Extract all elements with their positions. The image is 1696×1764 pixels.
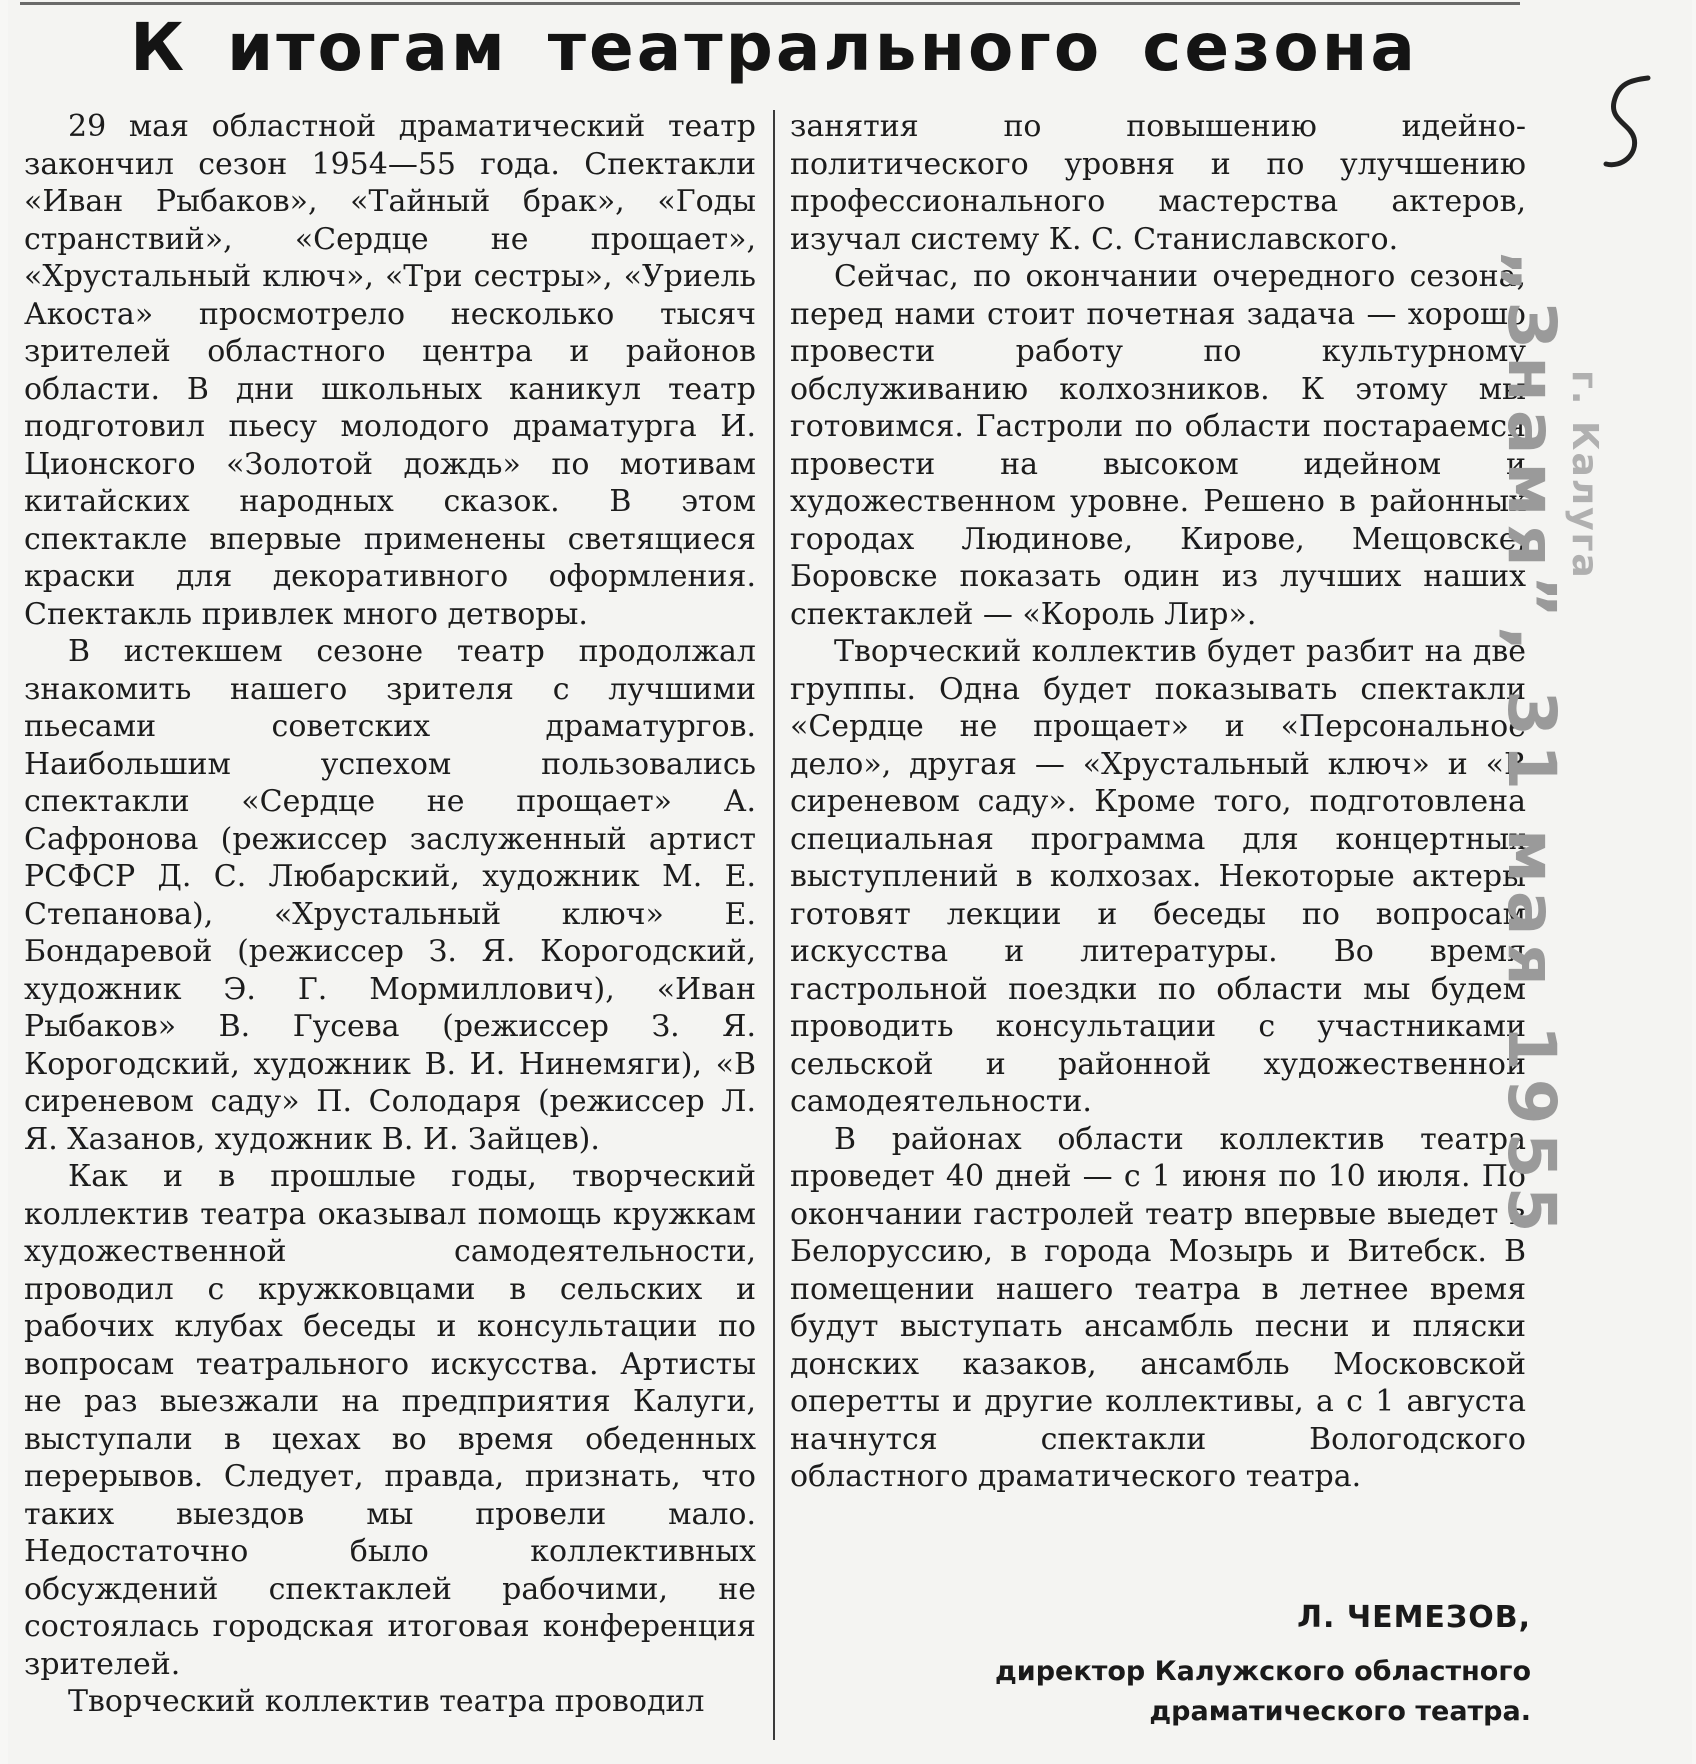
newspaper-masthead: „Знамя”, 31 мая 1955	[1493, 250, 1570, 1241]
paragraph: Сейчас, по окончании очередного сезона, перед нами стоит почетная задача — хорошо провести работу по культурному обслуживанию колхозников. К этому мы готовимся. Гастроли по области постараемся провести на высоком идейном и художественном уровне. Решено в районных городах Людинове, Кирове, Мещовске, Боровске показать один из лучших наших спектаклей — «Король Лир».	[790, 259, 1526, 632]
paragraph: Как и в прошлые годы, творческий коллектив театра оказывал помощь кружкам художественной самодеятельности, проводил с кружковцами в сельских и рабочих клубах беседы и консультации по вопросам театрального искусства. Артисты не раз выезжали на предприятия Калуги, выступали в цехах во время обеденных перерывов. Следует, правда, признать, что таких выездов мы провели мало. Недостаточно было коллективных обсуждений спектаклей рабочими, не состоялась городская итоговая конференция зрителей.	[24, 1159, 756, 1682]
paragraph: В районах области коллектив театра проведет 40 дней — с 1 июня по 10 июля. По окончании гастролей театр впервые выедет в Белоруссию, в города Мозырь и Витебск. В помещении нашего театра в летнее время будут выступать ансамбль песни и пляски донских казаков, ансамбль Московской оперетты и другие коллективы, а с 1 августа начнутся спектакли Вологодского областного драматического театра.	[790, 1121, 1526, 1494]
left-column	[24, 108, 756, 1721]
handwritten-mark-icon	[1600, 72, 1660, 182]
masthead-city: г. Калуга	[1564, 370, 1605, 580]
top-rule	[20, 2, 1520, 5]
paragraph-continued: занятия по повышению идейно-политического уровня и по улучшению профессионального мастерства актеров, изучал систему К. С. Станиславского.	[790, 109, 1526, 257]
author-title: директор Калужского областного драматического театра.	[995, 1656, 1531, 1727]
right-column	[790, 108, 1526, 1496]
paragraph: В истекшем сезоне театр продолжал знакомить нашего зрителя с лучшими пьесами советских драматургов. Наибольшим успехом пользовались спектакли «Сердце не прощает» А. Сафронова (режиссер заслуженный артист РСФСР Д. С. Любарский, художник М. Е. Степанова), «Хрустальный ключ» Е. Бондаревой (режиссер З. Я. Корогодский, художник Э. Г. Мормиллович), «Иван Рыбаков» В. Гусева (режиссер З. Я. Корогодский, художник В. И. Нинемяги), «В сиреневом саду» П. Солодаря (режиссер Л. Я. Хазанов, художник В. И. Зайцев).	[24, 634, 756, 1157]
column-divider	[773, 110, 775, 1740]
article-headline: К итогам театрального сезона	[130, 9, 1418, 86]
author-name: Л. ЧЕМЕЗОВ,	[1297, 1600, 1531, 1635]
paragraph: 29 мая областной драматический театр закончил сезон 1954—55 года. Спектакли «Иван Рыбаков», «Тайный брак», «Годы странствий», «Сердце не прощает», «Хрустальный ключ», «Три сестры», «Уриель Акоста» просмотрело несколько тысяч зрителей областного центра и районов области. В дни школьных каникул театр подготовил пьесу молодого драматурга И. Ционского «Золотой дождь» по мотивам китайских народных сказок. В этом спектакле впервые применены светящиеся краски для декоративного оформления. Спектакль привлек много детворы.	[24, 109, 756, 632]
paragraph: Творческий коллектив театра проводил	[68, 1684, 705, 1719]
paragraph: Творческий коллектив будет разбит на две группы. Одна будет показывать спектакли «Сердце не прощает» и «Персональное дело», другая — «Хрустальный ключ» и «В сиреневом саду». Кроме того, подготовлена специальная программа для концертных выступлений в колхозах. Некоторые актеры готовят лекции и беседы по вопросам искусства и литературы. Во время гастрольной поездки по области мы будем проводить консультации с участниками сельской и районной художественной самодеятельности.	[790, 634, 1526, 1119]
